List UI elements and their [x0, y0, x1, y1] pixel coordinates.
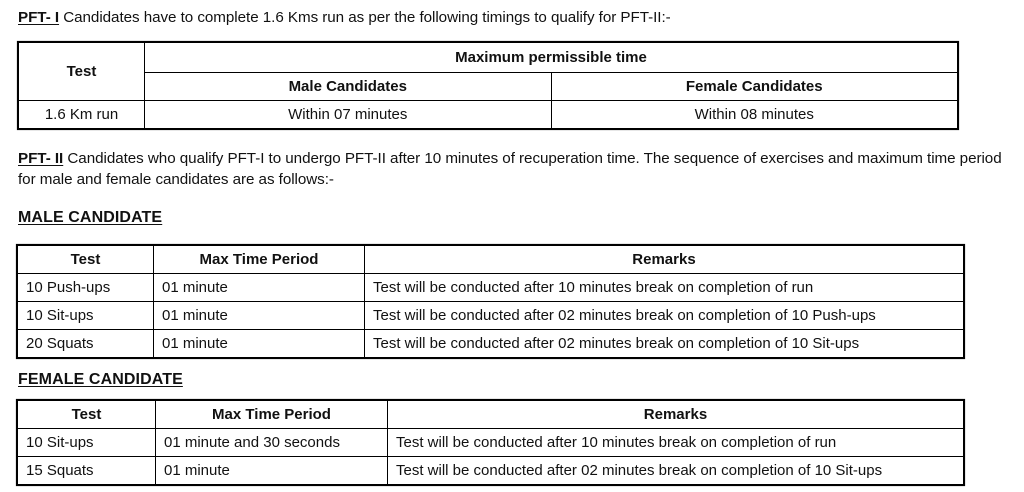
- male-cell-max-time: 01 minute: [154, 274, 365, 302]
- pft1-intro-text: Candidates have to complete 1.6 Kms run as per the following timings to qualify for PFT-II:-: [59, 9, 671, 26]
- male-col-max-time: Max Time Period: [154, 246, 365, 274]
- male-cell-remarks: Test will be conducted after 02 minutes break on completion of 10 Sit-ups: [365, 330, 964, 358]
- female-col-max-time: Max Time Period: [156, 401, 388, 429]
- pft1-timings-table: [18, 42, 958, 129]
- male-cell-remarks: Test will be conducted after 02 minutes break on completion of 10 Push-ups: [365, 302, 964, 330]
- table-header-row: [18, 246, 964, 274]
- female-cell-test: 15 Squats: [18, 457, 156, 485]
- table-row: [18, 274, 964, 302]
- female-cell-max-time: 01 minute and 30 seconds: [156, 429, 388, 457]
- female-col-remarks: Remarks: [388, 401, 964, 429]
- male-cell-test: 10 Push-ups: [18, 274, 154, 302]
- pft1-header-test: Test: [19, 43, 145, 101]
- table-row: [19, 73, 958, 101]
- pft1-header-male: Male Candidates: [145, 73, 552, 101]
- table-row: [19, 43, 958, 73]
- male-col-test: Test: [18, 246, 154, 274]
- pft1-cell-male-time: Within 07 minutes: [145, 101, 552, 129]
- table-row: [18, 330, 964, 358]
- male-col-remarks: Remarks: [365, 246, 964, 274]
- table-row: [18, 457, 964, 485]
- female-candidate-table: [17, 400, 964, 485]
- pft1-cell-female-time: Within 08 minutes: [551, 101, 958, 129]
- female-cell-remarks: Test will be conducted after 02 minutes break on completion of 10 Sit-ups: [388, 457, 964, 485]
- male-cell-max-time: 01 minute: [154, 302, 365, 330]
- female-candidate-heading: FEMALE CANDIDATE: [18, 371, 183, 388]
- pft1-lead-label: PFT- I: [18, 9, 60, 26]
- pft1-header-max-time: Maximum permissible time: [145, 43, 958, 73]
- female-col-test: Test: [18, 401, 156, 429]
- table-row: [18, 429, 964, 457]
- pft2-intro-text: Candidates who qualify PFT-I to undergo PFT-II after 10 minutes of recuperation time. The sequence of exercises and maximum time period for male and female candidates are as follows:-: [18, 150, 1002, 188]
- male-cell-remarks: Test will be conducted after 10 minutes break on completion of run: [365, 274, 964, 302]
- table-row: [19, 101, 958, 129]
- male-cell-test: 20 Squats: [18, 330, 154, 358]
- female-cell-test: 10 Sit-ups: [18, 429, 156, 457]
- female-cell-remarks: Test will be conducted after 10 minutes break on completion of run: [388, 429, 964, 457]
- pft1-cell-test: 1.6 Km run: [19, 101, 145, 129]
- pft1-header-female: Female Candidates: [551, 73, 958, 101]
- male-cell-max-time: 01 minute: [154, 330, 365, 358]
- male-cell-test: 10 Sit-ups: [18, 302, 154, 330]
- table-header-row: [18, 401, 964, 429]
- male-candidate-table: [17, 245, 964, 358]
- table-row: [18, 302, 964, 330]
- pft2-lead-label: PFT- II: [18, 150, 64, 167]
- pft2-intro-paragraph: [18, 148, 1020, 190]
- male-candidate-heading: MALE CANDIDATE: [18, 209, 163, 226]
- female-cell-max-time: 01 minute: [156, 457, 388, 485]
- pft1-intro-paragraph: [18, 7, 1008, 28]
